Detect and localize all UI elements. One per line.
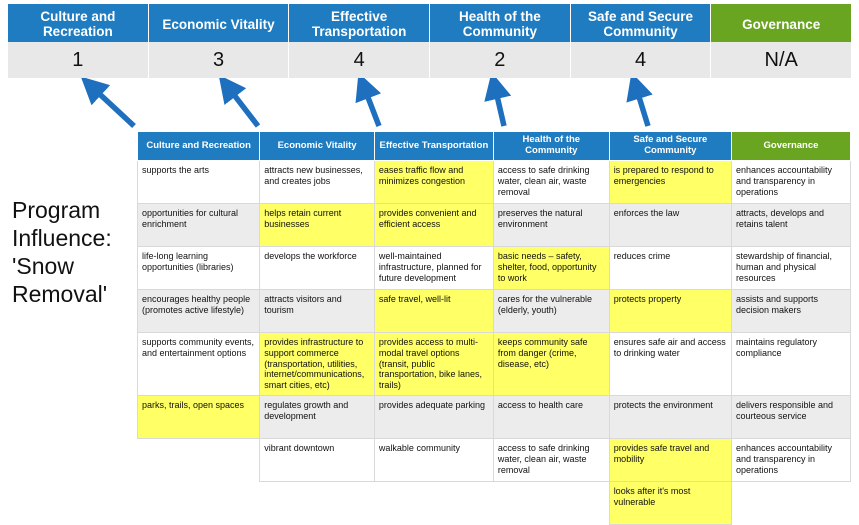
scorecard-value-health-of-the-community: 2: [430, 42, 571, 78]
program-influence-line1: Program: [12, 197, 101, 223]
matrix-cell: provides safe travel and mobility: [609, 438, 731, 481]
scorecard-value-culture-and-recreation: 1: [8, 42, 149, 78]
matrix-header-safe-and-secure-community: Safe and Secure Community: [609, 132, 731, 161]
arrow-culture-and-recreation: [92, 87, 134, 126]
matrix-header-culture-and-recreation: Culture and Recreation: [138, 132, 260, 161]
program-influence-line3: 'Snow: [12, 253, 74, 280]
scorecard-header-label: Economic Vitality: [162, 16, 275, 32]
table-row: [138, 204, 851, 247]
table-row: [138, 395, 851, 438]
scorecard-value-row: [8, 42, 851, 78]
matrix-cell: regulates growth and development: [260, 395, 375, 438]
scorecard-value-safe-and-secure-community: 4: [571, 42, 712, 78]
matrix-cell: cares for the vulnerable (elderly, youth): [493, 290, 609, 333]
matrix-cell: looks after it's most vulnerable: [609, 481, 731, 524]
matrix-cell: [493, 481, 609, 524]
table-row: [138, 247, 851, 290]
matrix-cell: enhances accountability and transparency in operations: [731, 438, 850, 481]
scorecard-header-governance: [711, 4, 851, 44]
matrix-cell: provides adequate parking: [374, 395, 493, 438]
scorecard-header-effective-transportation: [289, 4, 430, 44]
scorecard-header-label: Culture and Recreation: [40, 9, 116, 40]
matrix-cell: delivers responsible and courteous service: [731, 395, 850, 438]
matrix-cell: supports community events, and entertainment options: [138, 333, 260, 396]
matrix-cell: life-long learning opportunities (libraries): [138, 247, 260, 290]
matrix-cell: basic needs – safety, shelter, food, opportunity to work: [493, 247, 609, 290]
scorecard-header-label: Effective Transportation: [311, 9, 407, 40]
matrix-header-row: [138, 132, 851, 161]
table-row: [138, 481, 851, 524]
matrix-cell: parks, trails, open spaces: [138, 395, 260, 438]
matrix-cell: enhances accountability and transparency in operations: [731, 161, 850, 204]
scorecard-value-effective-transportation: 4: [289, 42, 430, 78]
matrix-cell: attracts new businesses, and creates jobs: [260, 161, 375, 204]
matrix-header-effective-transportation: Effective Transportation: [374, 132, 493, 161]
matrix-cell: [138, 438, 260, 481]
matrix-cell: well-maintained infrastructure, planned for future development: [374, 247, 493, 290]
matrix-cell: access to safe drinking water, clean air, waste removal: [493, 438, 609, 481]
matrix-cell: reduces crime: [609, 247, 731, 290]
matrix-cell: keeps community safe from danger (crime, disease, etc): [493, 333, 609, 396]
arrow-health-of-the-community: [495, 87, 504, 126]
scorecard-header-label: Governance: [742, 16, 821, 32]
results-matrix-table: [137, 131, 851, 525]
matrix-cell: is prepared to respond to emergencies: [609, 161, 731, 204]
matrix-cell: provides infrastructure to support commerce (transportation, utilities, internet/communications, smart cities, etc): [260, 333, 375, 396]
scorecard-header-label: Safe and Secure Community: [588, 9, 694, 40]
arrow-effective-transportation: [364, 87, 379, 126]
matrix-cell: opportunities for cultural enrichment: [138, 204, 260, 247]
scorecard-header-row: [8, 4, 851, 44]
matrix-cell: supports the arts: [138, 161, 260, 204]
matrix-body: [138, 161, 851, 525]
arrow-layer: [0, 78, 859, 138]
matrix-cell: provides convenient and efficient access: [374, 204, 493, 247]
matrix-cell: helps retain current businesses: [260, 204, 375, 247]
matrix-header-governance: Governance: [731, 132, 850, 161]
arrow-safe-and-secure-community: [636, 87, 648, 126]
matrix-cell: access to health care: [493, 395, 609, 438]
scorecard-header-culture-and-recreation: [8, 4, 149, 44]
scorecard-header-label: Health of the Community: [458, 9, 541, 40]
matrix-cell: ensures safe air and access to drinking water: [609, 333, 731, 396]
matrix-cell: access to safe drinking water, clean air, waste removal: [493, 161, 609, 204]
scorecard-value-economic-vitality: 3: [149, 42, 290, 78]
matrix-cell: assists and supports decision makers: [731, 290, 850, 333]
matrix-cell: walkable community: [374, 438, 493, 481]
matrix-cell: [731, 481, 850, 524]
program-influence-line4: Removal': [12, 281, 108, 308]
matrix-cell: [138, 481, 260, 524]
table-row: [138, 438, 851, 481]
matrix-cell: stewardship of financial, human and physical resources: [731, 247, 850, 290]
matrix-cell: [260, 481, 375, 524]
matrix-cell: protects property: [609, 290, 731, 333]
matrix-cell: preserves the natural environment: [493, 204, 609, 247]
matrix-cell: vibrant downtown: [260, 438, 375, 481]
matrix-header-health-of-the-community: Health of the Community: [493, 132, 609, 161]
matrix-cell: attracts, develops and retains talent: [731, 204, 850, 247]
matrix-cell: safe travel, well-lit: [374, 290, 493, 333]
program-influence-line2: Influence:: [12, 225, 112, 252]
matrix-cell: encourages healthy people (promotes active lifestyle): [138, 290, 260, 333]
scorecard-value-governance: N/A: [764, 48, 798, 71]
table-row: [138, 161, 851, 204]
matrix-cell: develops the workforce: [260, 247, 375, 290]
matrix-header-economic-vitality: Economic Vitality: [260, 132, 375, 161]
table-row: [138, 333, 851, 396]
matrix-cell: eases traffic flow and minimizes congestion: [374, 161, 493, 204]
program-influence-label: [12, 196, 137, 308]
matrix-cell: [374, 481, 493, 524]
matrix-cell: protects the environment: [609, 395, 731, 438]
arrow-economic-vitality: [228, 87, 258, 126]
matrix-cell: attracts visitors and tourism: [260, 290, 375, 333]
matrix-cell: provides access to multi-modal travel options (transit, public transportation, bike lanes, trails): [374, 333, 493, 396]
scorecard-header-economic-vitality: [149, 4, 290, 44]
scorecard-header-safe-and-secure-community: [571, 4, 712, 44]
table-row: [138, 290, 851, 333]
matrix-cell: maintains regulatory compliance: [731, 333, 850, 396]
matrix-cell: enforces the law: [609, 204, 731, 247]
scorecard-header-health-of-the-community: [430, 4, 571, 44]
